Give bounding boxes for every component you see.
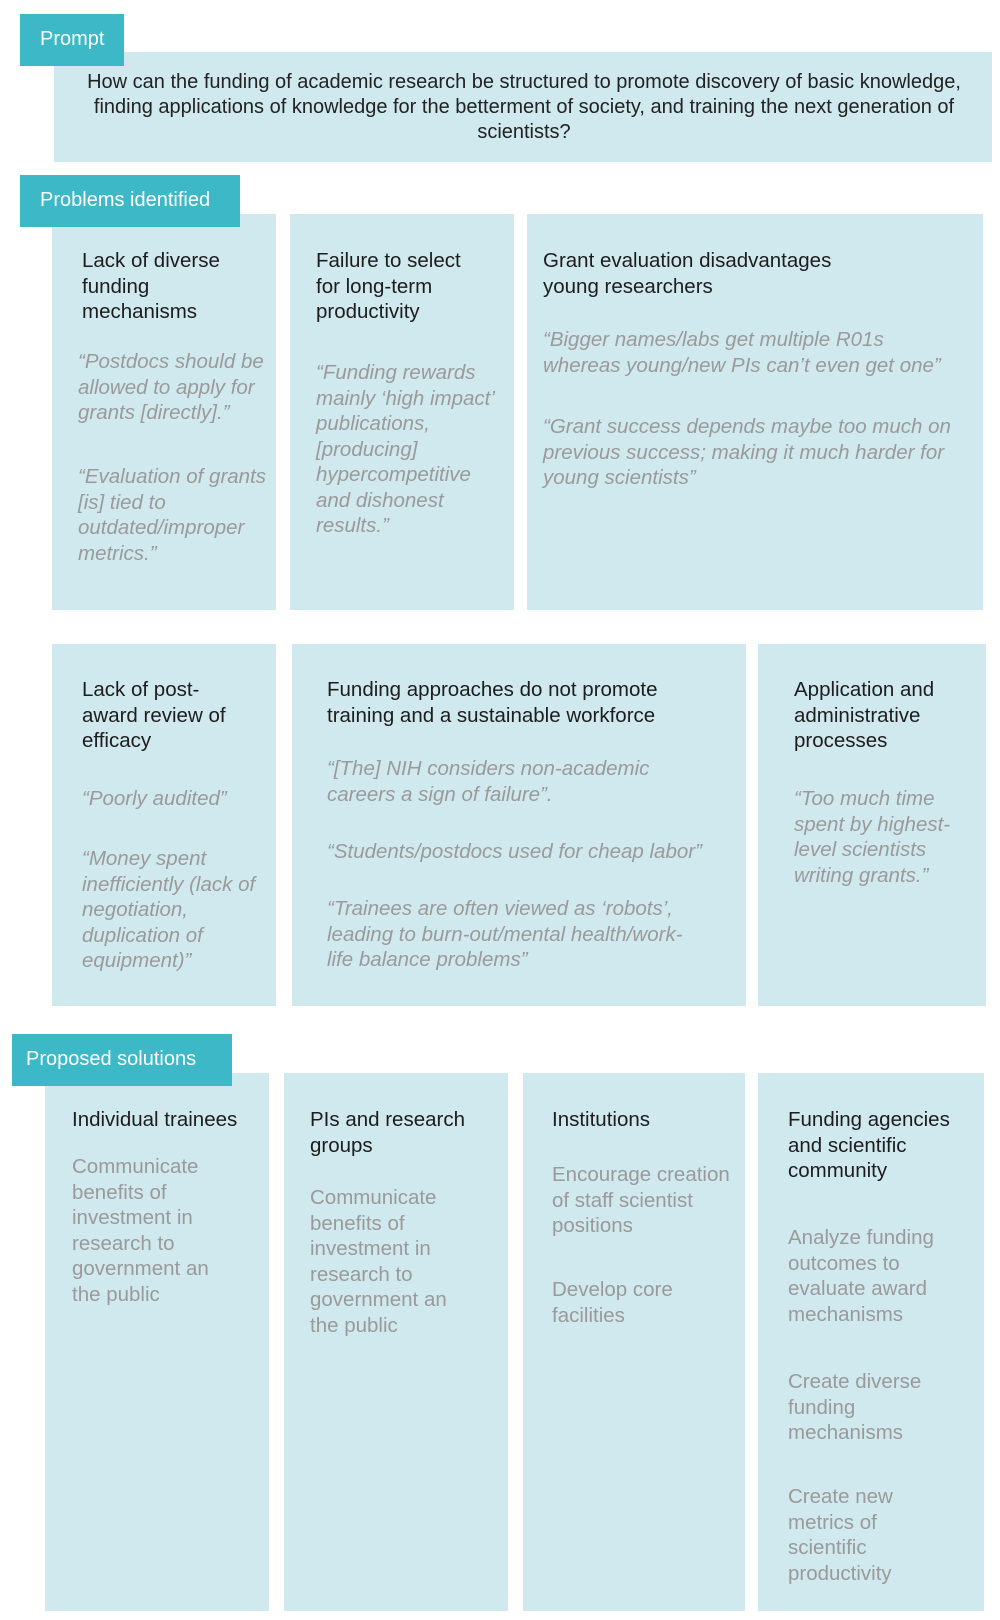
solution-item: Analyze funding outcomes to evaluate award mechanisms	[788, 1226, 934, 1326]
solution-title: PIs and research groups	[310, 1108, 465, 1157]
problem-quote: “Bigger names/labs get multiple R01s whereas young/new PIs can’t even get one”	[543, 328, 941, 377]
problem-title: Failure to select for long-term productivity	[316, 249, 461, 323]
problem-quote: “Too much time spent by highest-level scientists writing grants.”	[794, 787, 951, 887]
solution-item: Create new metrics of scientific productivity	[788, 1485, 893, 1585]
problem-title: Lack of diverse funding mechanisms	[82, 249, 220, 323]
problem-quote: “Funding rewards mainly ‘high impact’ publications, [producing] hypercompetitive and dishonest results.”	[316, 361, 494, 537]
problem-quote: “[The] NIH considers non-academic careers a sign of failure”.	[327, 757, 650, 806]
problem-quote: “Postdocs should be allowed to apply for grants [directly].”	[78, 350, 264, 424]
solution-item: Communicate benefits of investment in research to government an the public	[310, 1186, 447, 1337]
problem-quote: “Students/postdocs used for cheap labor”	[327, 840, 702, 863]
solution-item: Communicate benefits of investment in research to government an the public	[72, 1155, 209, 1306]
solution-item: Encourage creation of staff scientist positions	[552, 1163, 730, 1237]
solution-item: Develop core facilities	[552, 1278, 673, 1327]
problem-quote: “Evaluation of grants [is] tied to outdated/improper metrics.”	[78, 465, 267, 565]
problem-title: Lack of post-award review of efficacy	[82, 678, 226, 752]
problem-quote: “Grant success depends maybe too much on previous success; making it much harder for young scientists”	[543, 415, 951, 489]
prompt-tag: Prompt	[20, 14, 124, 66]
solution-title: Individual trainees	[72, 1108, 238, 1131]
solution-title: Funding agencies and scientific community	[788, 1108, 950, 1182]
problem-title: Grant evaluation disadvantages young researchers	[543, 249, 832, 298]
solutions-tag: Proposed solutions	[12, 1034, 232, 1086]
problems-tag: Problems identified	[20, 175, 240, 227]
problem-quote: “Trainees are often viewed as ‘robots’, leading to burn-out/mental health/work-life balance problems”	[327, 897, 683, 971]
solution-card-3	[523, 1073, 745, 1611]
problem-title: Funding approaches do not promote training and a sustainable workforce	[327, 678, 658, 727]
solution-item: Create diverse funding mechanisms	[788, 1370, 922, 1444]
problem-quote: “Money spent inefficiently (lack of negotiation, duplication of equipment)”	[82, 847, 256, 972]
problem-title: Application and administrative processes	[794, 678, 935, 752]
solution-title: Institutions	[552, 1108, 650, 1131]
prompt-question: How can the funding of academic research be structured to promote discovery of basic knowledge, finding applications of knowledge for the betterment of society, and training the next generation of scientists?	[87, 71, 961, 143]
problem-quote: “Poorly audited”	[82, 787, 227, 810]
